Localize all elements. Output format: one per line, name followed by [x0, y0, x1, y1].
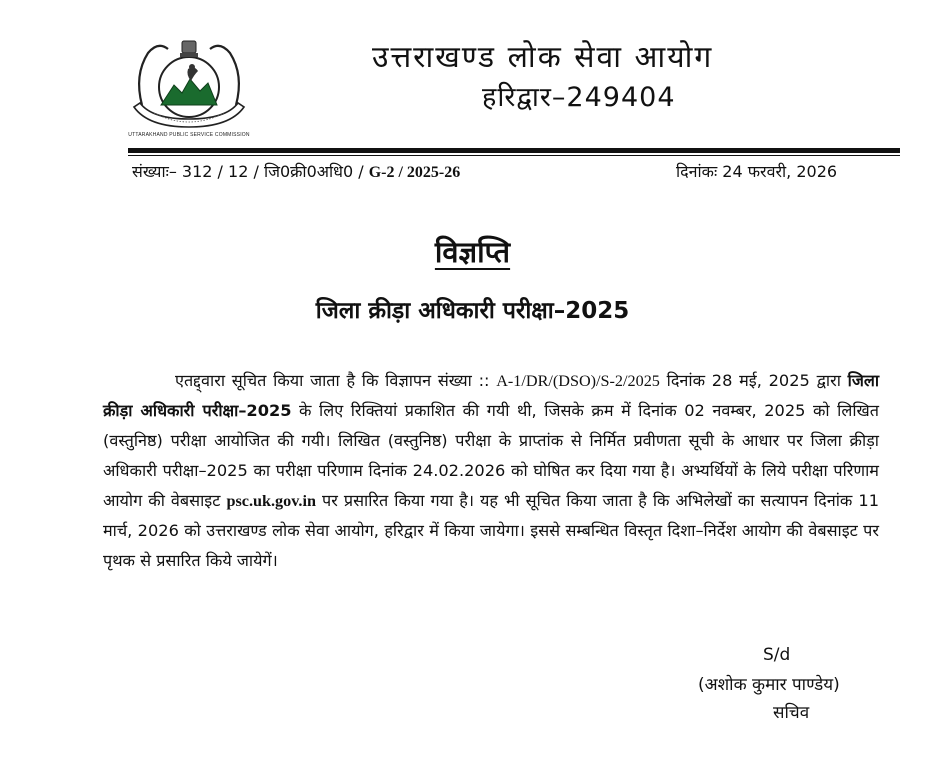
body-sentence-2: दिनांक 28 मई, 2025 द्वारा: [659, 371, 848, 390]
signer-designation: सचिव: [773, 703, 810, 723]
organization-address: हरिद्वार–249404: [482, 82, 676, 113]
body-sentence-1: एतद्द्वारा सूचित किया जाता है कि विज्ञापन संख्या ::: [175, 371, 497, 390]
notice-paragraph: [103, 366, 879, 576]
advertisement-number: A-1/DR/(DSO)/S-2/2025: [496, 372, 660, 390]
body-sentence-3: के लिए रिक्तियां प्रकाशित की गयी थी, जिसके क्रम में दिनांक 02 नवम्बर, 2025 को लिखित (वस्तुनिष्ठ) परीक्षा आयोजित की गयी। लिखित (वस्तुनिष्ठ) परीक्षा के प्राप्तांक से निर्मित प्रवीणता सूची के आधार पर जिला क्रीड़ा अधिकारी परीक्षा–2025 का परीक्षा परिणाम दिनांक 24.02.2026 को घोषित कर दिया गया है। अभ्यर्थियों के लिये परीक्षा परिणाम आयोग की वेबसाइट: [103, 401, 879, 510]
logo-caption: UTTARAKHAND PUBLIC SERVICE COMMISSION: [128, 132, 250, 138]
header-divider-thin: [128, 155, 900, 156]
logo: [128, 35, 250, 141]
signature-mark: S/d: [763, 645, 791, 665]
header-divider-thick: [128, 148, 900, 153]
organization-name: उत्तराखण्ड लोक सेवा आयोग: [372, 40, 714, 75]
signer-name: (अशोक कुमार पाण्डेय): [698, 675, 840, 695]
reference-number-code: G-2 / 2025-26: [368, 164, 461, 181]
body-sentence-4: पर प्रसारित किया गया है। यह भी सूचित किया जाता है कि अभिलेखों का सत्यापन दिनांक 11 मार्च, 2026 को उत्तराखण्ड लोक सेवा आयोग, हरिद्वार में किया जायेगा। इससे सम्बन्धित विस्तृत दिशा–निर्देश आयोग की वेबसाइट पर पृथक से प्रसारित किये जायेगें।: [103, 491, 879, 570]
website-link[interactable]: psc.uk.gov.in: [226, 492, 316, 510]
notice-title: [0, 232, 945, 271]
reference-number-prefix: संख्याः– 312 / 12 / जि0क्री0अधि0 /: [132, 162, 369, 181]
notice-date: दिनांकः 24 फरवरी, 2026: [676, 162, 838, 181]
notice-title-text: विज्ञप्ति: [434, 235, 511, 269]
notice-body: [103, 366, 879, 576]
reference-number: [132, 160, 460, 182]
exam-title: जिला क्रीड़ा अधिकारी परीक्षा–2025: [315, 298, 630, 324]
uttarakhand-psc-emblem-icon: [128, 35, 250, 135]
exam-name: जिला क्रीड़ा अधिकारी परीक्षा–2025: [103, 371, 880, 420]
